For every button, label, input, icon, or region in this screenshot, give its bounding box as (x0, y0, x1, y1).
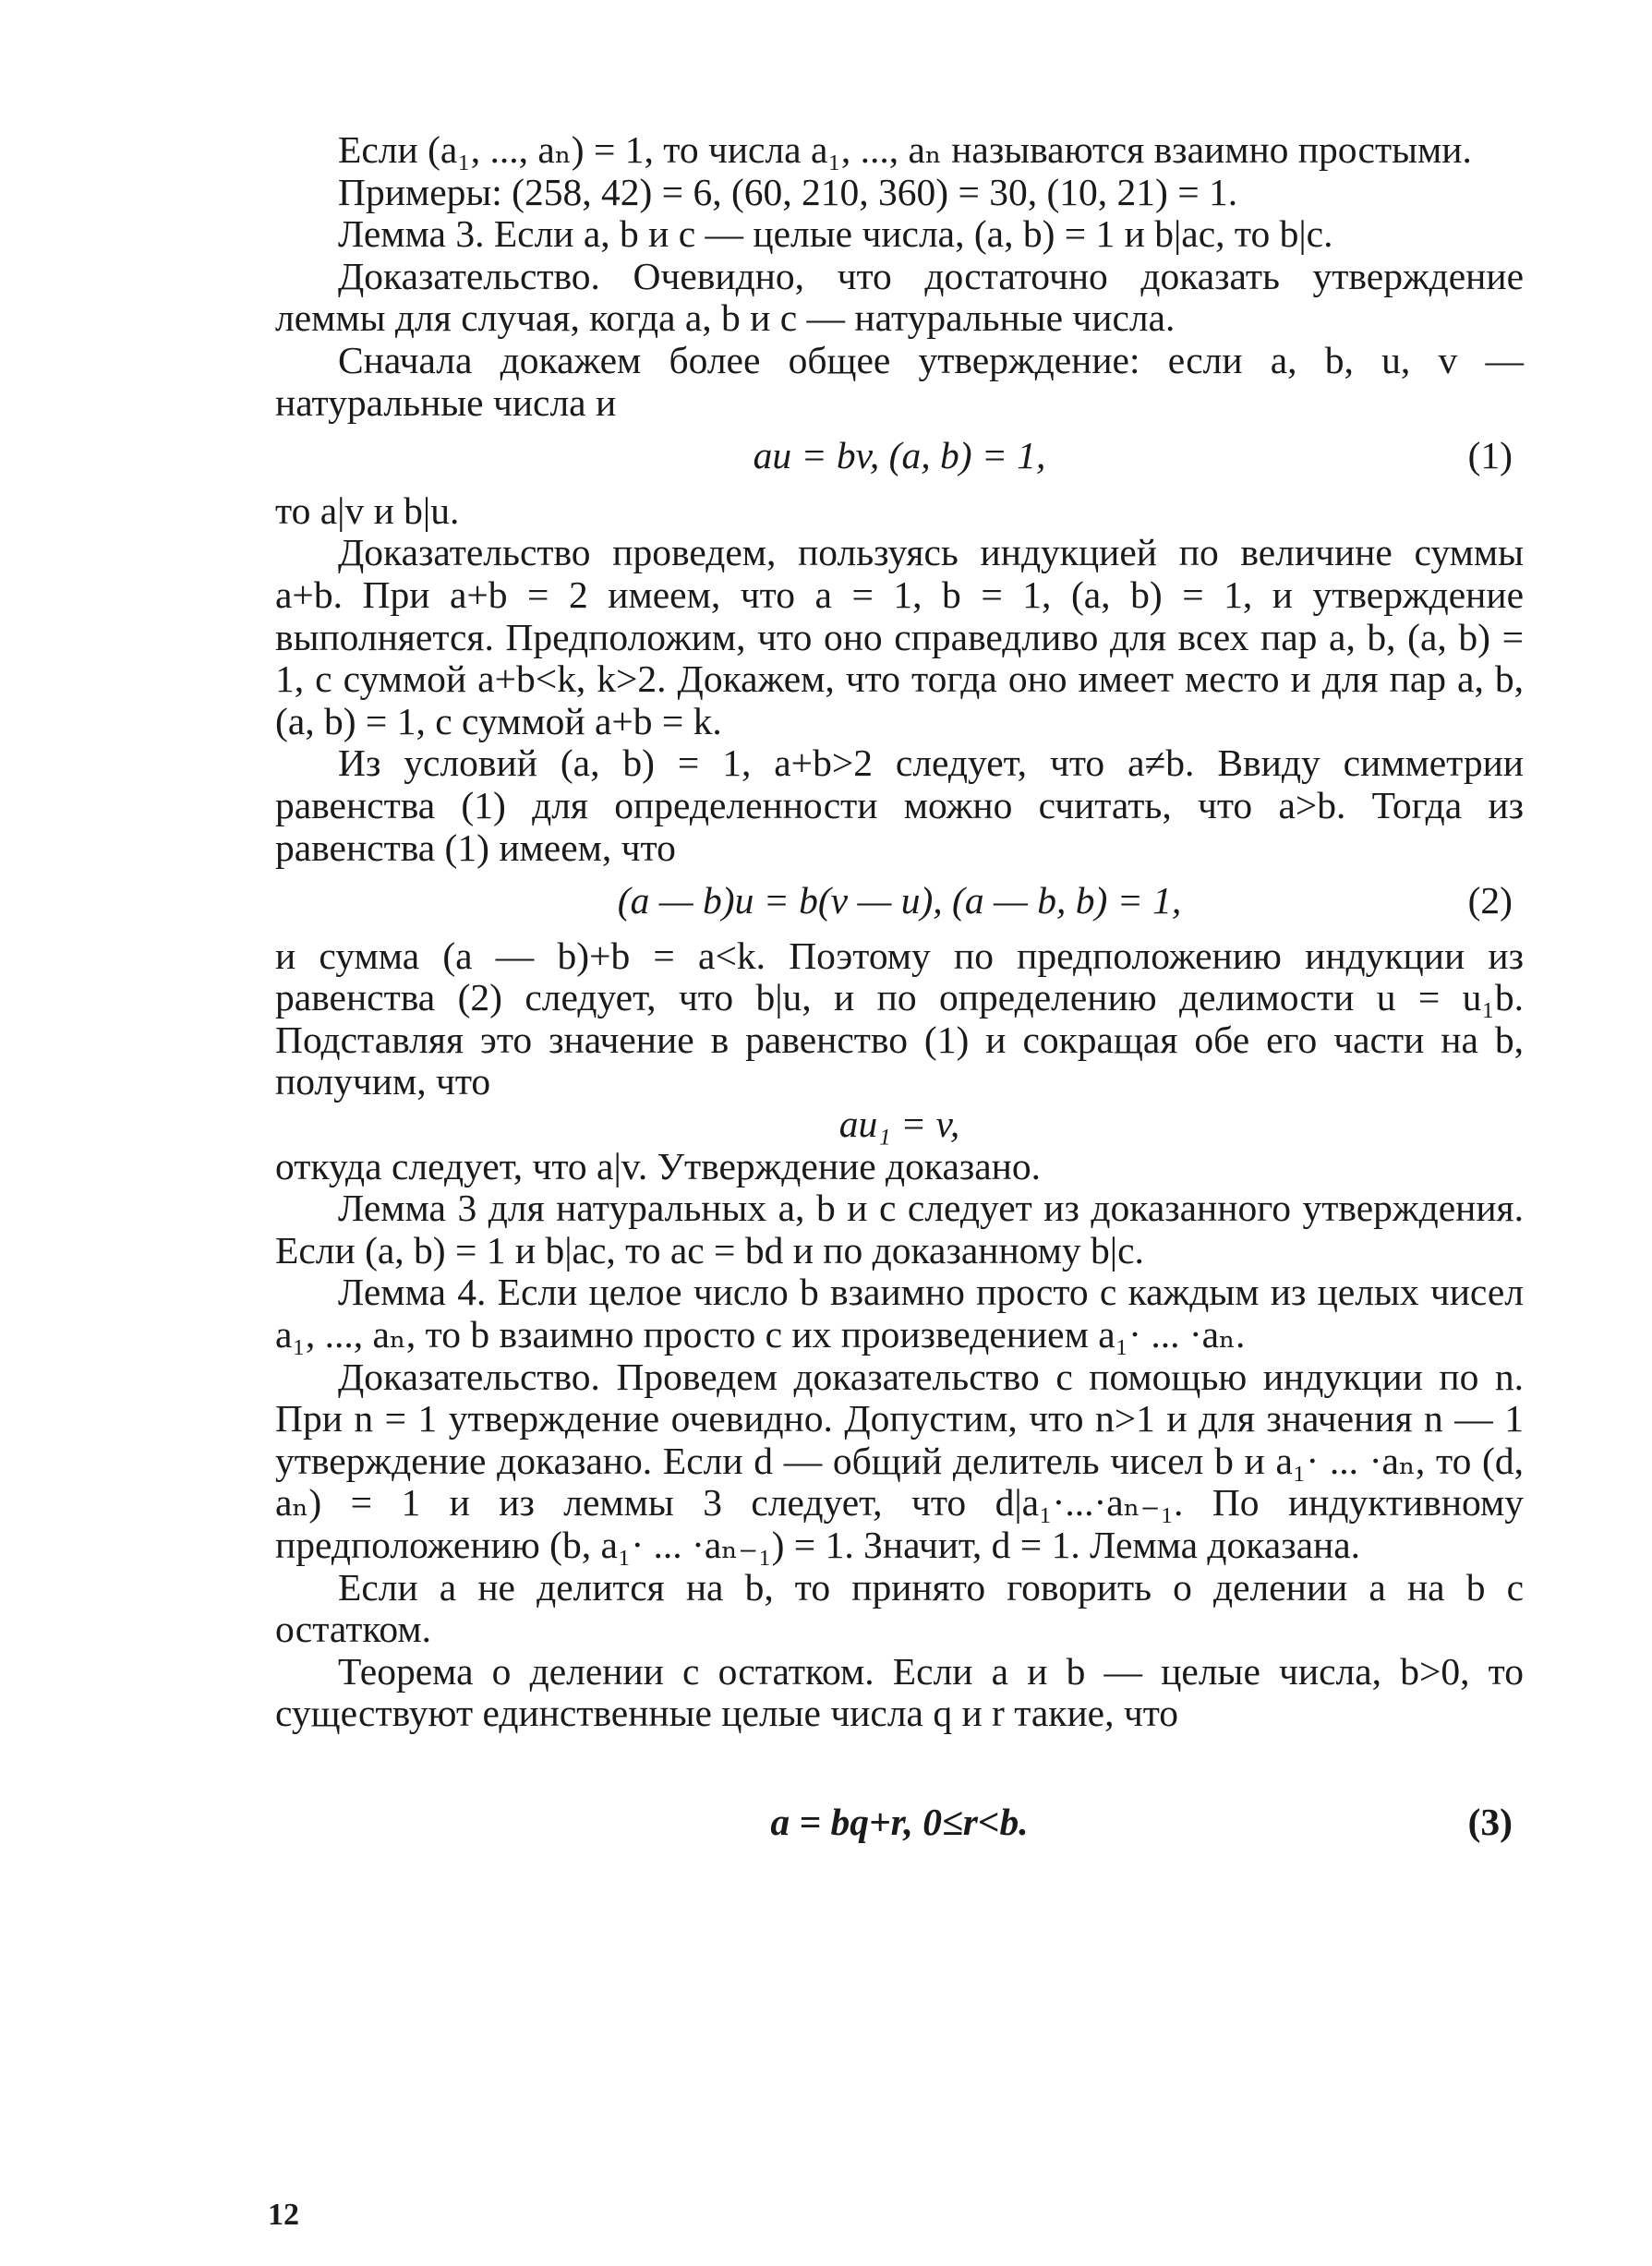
paragraph-lemma-4: Лемма 4. Если целое число b взаимно просто с каждым из целых чисел a₁, ..., aₙ, то b взаимно просто с их произведением a₁· ... ·aₙ. (275, 1271, 1524, 1356)
paragraph-lemma-4-proof: Доказательство. Проведем доказательство с помощью индукции по n. При n = 1 утверждение очевидно. Допустим, что n>1 и для значения n — 1 утверждение доказано. Если d — общий делитель чисел b и a₁· ... ·aₙ, то (d, aₙ) = 1 и из леммы 3 следует, что d|a₁·...·aₙ₋₁. По индуктивному предположению (b, a₁· ... ·aₙ₋₁) = 1. Значит, d = 1. Лемма доказана. (275, 1355, 1524, 1566)
paragraph-lemma-3-follows: Лемма 3 для натуральных a, b и c следует из доказанного утверждения. Если (a, b) = 1 и b|ac, то ac = bd и по доказанному b|c. (275, 1187, 1524, 1272)
equation-plain-formula: au₁ = v, (838, 1103, 960, 1146)
paragraph-definition: Если (a₁, ..., aₙ) = 1, то числа a₁, ..., aₙ называются взаимно простыми. (338, 128, 1472, 171)
equation-2-formula: (a — b)u = b(v — u), (a — b, b) = 1, (617, 879, 1182, 922)
equation-2-number: (2) (1467, 879, 1513, 922)
equation-1-number: (1) (1467, 434, 1513, 477)
equation-1-formula: au = bv, (a, b) = 1, (753, 434, 1046, 477)
paragraph-examples: Примеры: (258, 42) = 6, (60, 210, 360) = 30, (10, 21) = 1. (338, 170, 1238, 213)
equation-plain (275, 1103, 1524, 1146)
equation-2 (275, 880, 1524, 922)
paragraph-lemma-3: Лемма 3. Если a, b и c — целые числа, (a, b) = 1 и b|ac, то b|c. (338, 212, 1333, 256)
paragraph-proof-intro: Доказательство. Очевидно, что достаточно доказать утверждение леммы для случая, когда a, b и c — натуральные числа. (275, 254, 1524, 340)
equation-3 (275, 1802, 1524, 1844)
paragraph-division-remark: Если a не делится на b, то принято говорить о делении a на b с остатком. (275, 1565, 1524, 1651)
paragraph-conclusion-1: то a|v и b|u. (275, 488, 460, 532)
paragraph-induction: Доказательство проведем, пользуясь индукцией по величине суммы a+b. При a+b = 2 имеем, что a = 1, b = 1, (a, b) = 1, и утверждение выполняется. Предположим, что оно справедливо для всех пар a, b, (a, b) = 1, с суммой a+b<k, k>2. Докажем, что тогда оно имеет место и для пар a, b, (a, b) = 1, с суммой a+b = k. (275, 531, 1524, 742)
equation-1 (275, 435, 1524, 477)
paragraph-general-statement: Сначала докажем более общее утверждение: если a, b, u, v — натуральные числа и (275, 338, 1524, 424)
paragraph-statement-proved: откуда следует, что a|v. Утверждение доказано. (275, 1144, 1042, 1187)
paragraph-sum: и сумма (a — b)+b = a<k. Поэтому по предположению индукции из равенства (2) следует, что b|u, и по определению делимости u = u₁b. Подставляя это значение в равенство (1) и сокращая обе его части на b, получим, что (275, 934, 1524, 1103)
paragraph-conditions: Из условий (a, b) = 1, a+b>2 следует, что a≠b. Ввиду симметрии равенства (1) для определенности можно считать, что a>b. Тогда из равенства (1) имеем, что (275, 741, 1524, 869)
page-number: 12 (268, 2198, 299, 2232)
paragraph-division-theorem: Теорема о делении с остатком. Если a и b — целые числа, b>0, то существуют единственные целые числа q и r такие, что (275, 1649, 1524, 1735)
text-column (275, 129, 1524, 1844)
equation-3-formula: a = bq+r, 0≤r<b. (770, 1800, 1029, 1843)
equation-3-number: (3) (1467, 1800, 1513, 1843)
